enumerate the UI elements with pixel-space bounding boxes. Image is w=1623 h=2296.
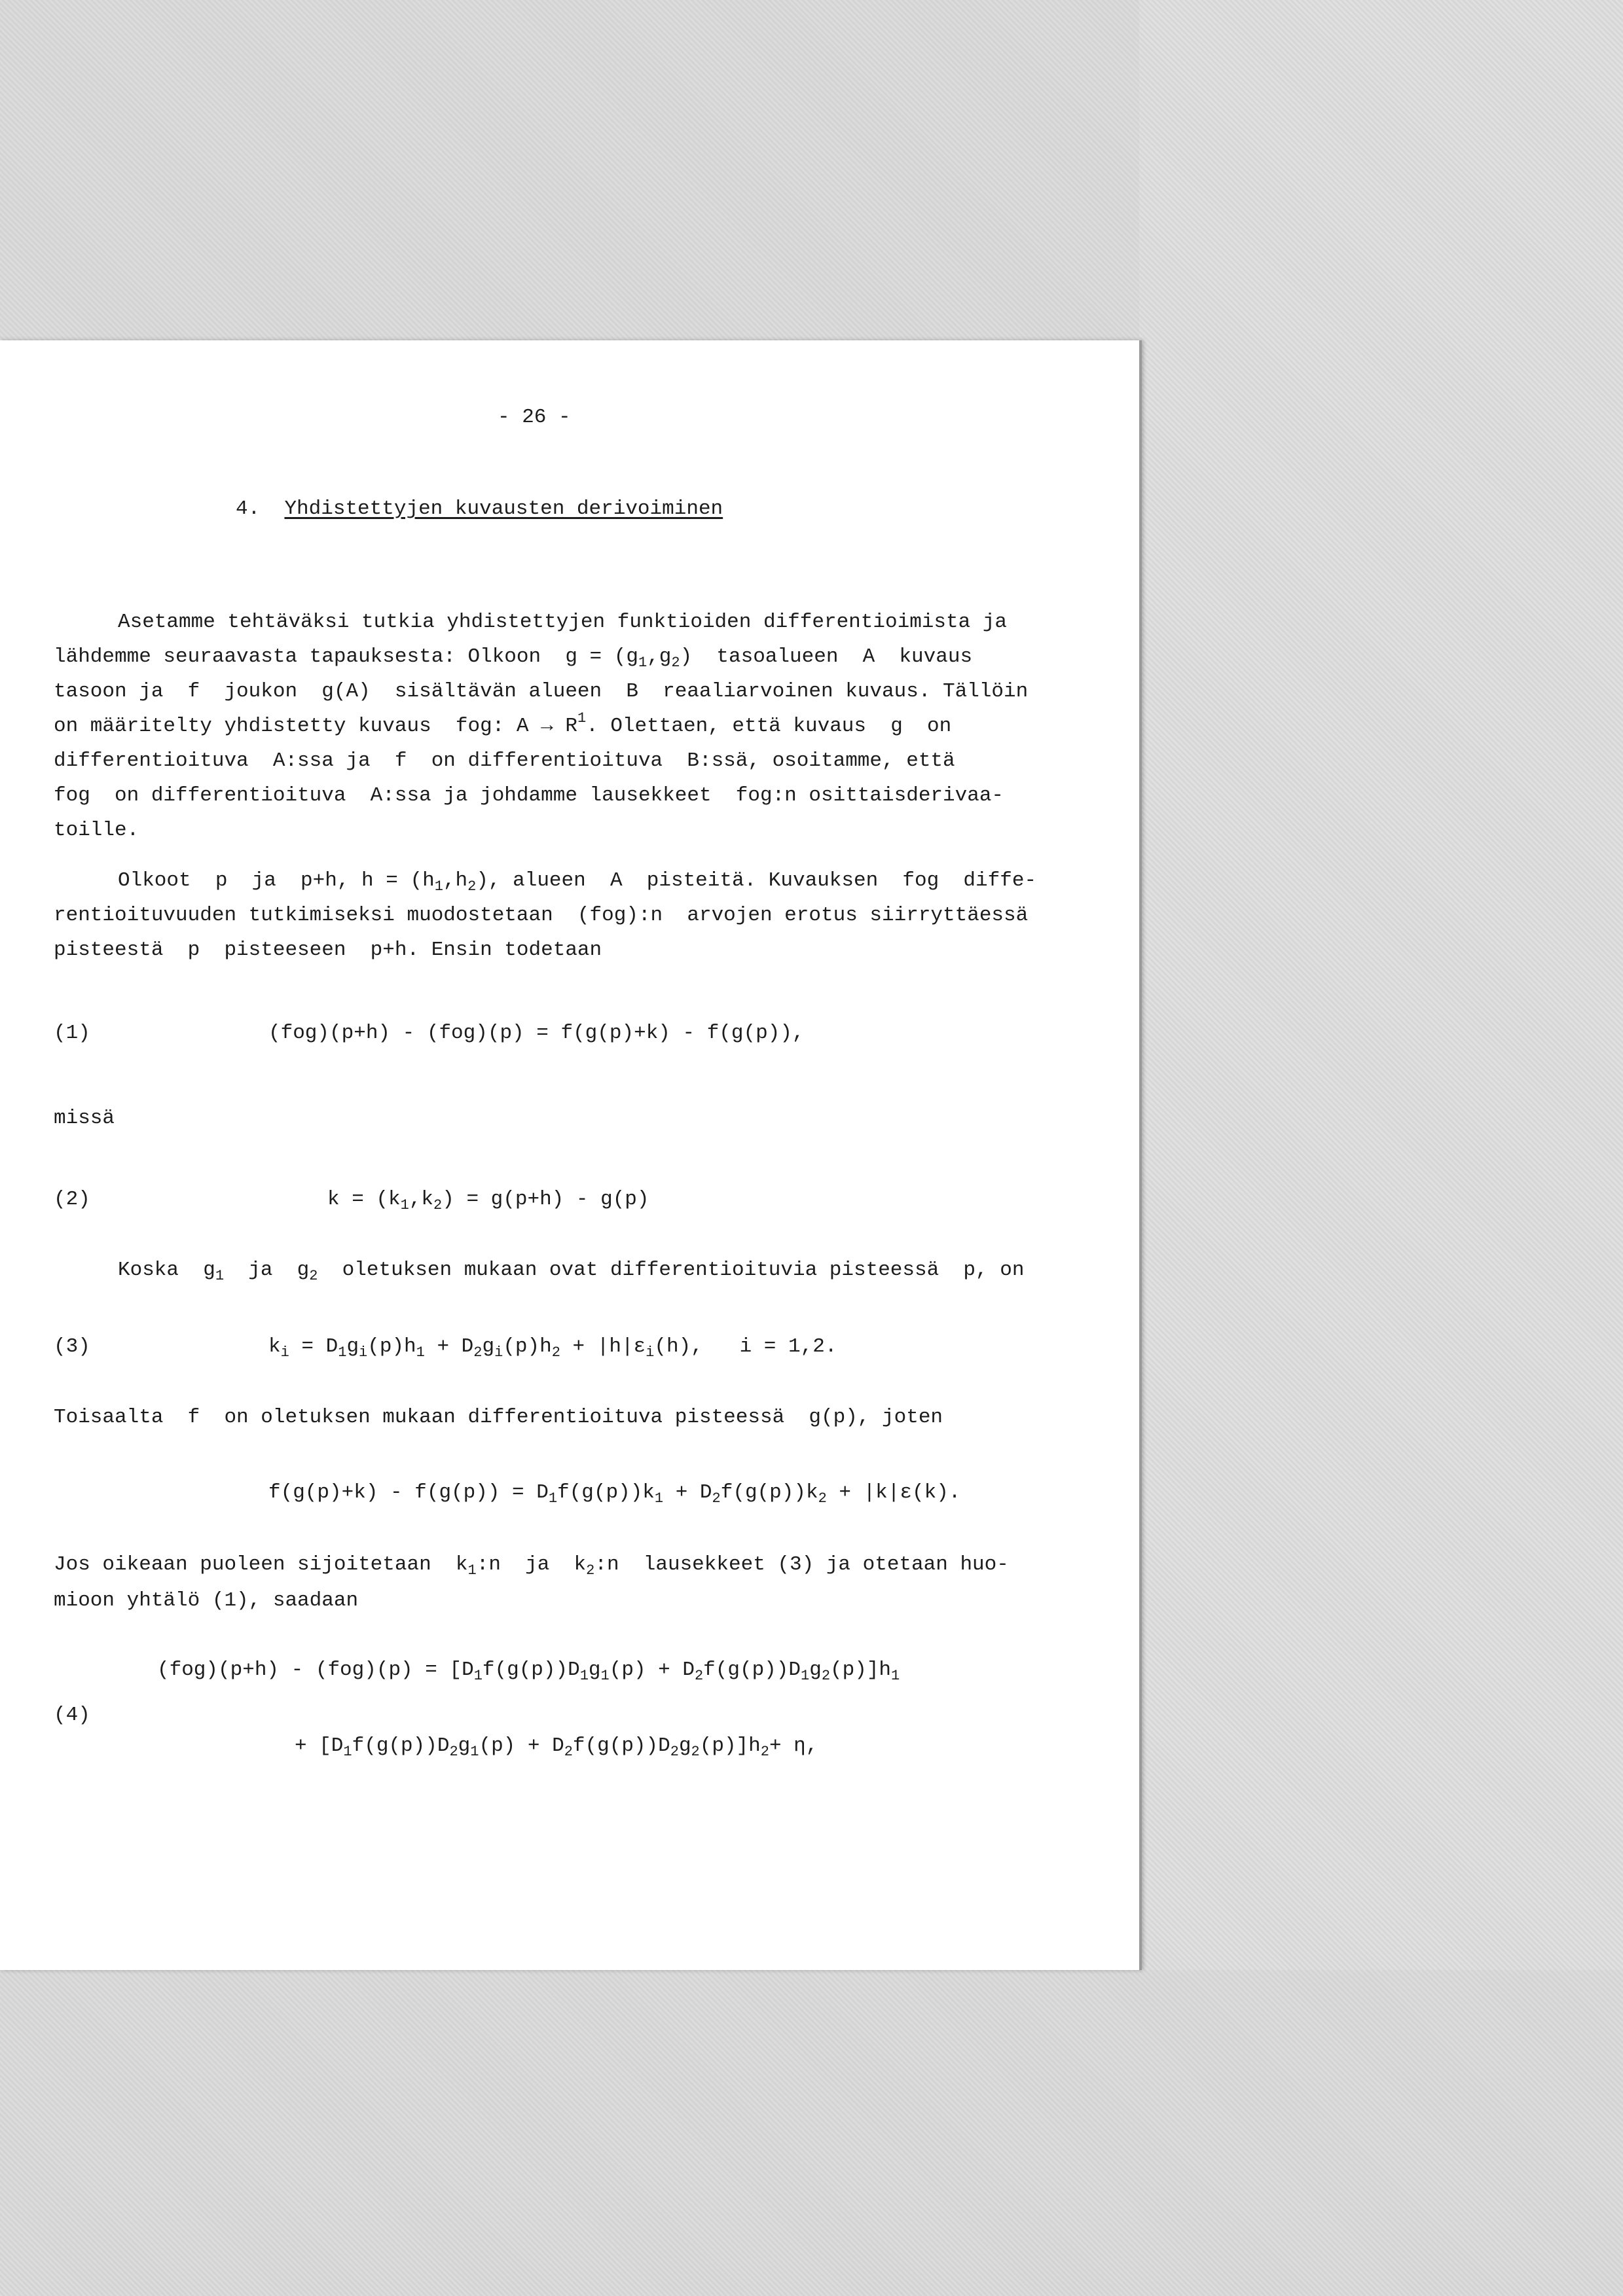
- paragraph-1-line-5: differentioituva A:ssa ja f on differentioituva B:ssä, osoitamme, että: [54, 749, 955, 772]
- section-title: Yhdistettyjen kuvausten derivoiminen: [284, 497, 723, 520]
- equation-4-row-2: + $[D_1f(g(p))D_2g_1(p) + D_2f(g(p))D_2g_2(p)]h_2+ \eta$,: [295, 1734, 818, 1760]
- missa-text: missä: [54, 1107, 115, 1130]
- equation-1: (fog)(p+h) - (fog)(p) = f(g(p)+k) - f(g(p)),: [268, 1022, 805, 1045]
- page-number: - 26 -: [498, 406, 571, 429]
- document-page: [0, 340, 1142, 1970]
- koska-line: Koska $g_1$ ja $g_2$ oletuksen mukaan ovat differentioituvia pisteessä p, on: [118, 1259, 1025, 1284]
- paragraph-2-line-2: rentioituvuuden tutkimiseksi muodostetaan (fog):n arvojen erotus siirryttäessä: [54, 904, 1029, 927]
- paragraph-1-line-1: Asetamme tehtäväksi tutkia yhdistettyjen funktioiden differentioimista ja: [118, 611, 1008, 634]
- equation-2: $k = (k_1,k_2) = g(p+h) - g(p)$: [327, 1188, 649, 1213]
- equation-2-label: (2): [54, 1188, 90, 1211]
- jos-line-1: Jos oikeaan puoleen sijoitetaan $k_1:n$ ja $k_2:n$ lausekkeet (3) ja otetaan huo-: [54, 1553, 1009, 1579]
- equation-4-label: (4): [54, 1704, 90, 1727]
- scan-background-right: [1139, 0, 1623, 2296]
- equation-4-row-1: $(fog)(p+h) - (fog)(p) = [D_1f(g(p))D_1g_1(p) + D_2f(g(p))D_1g_2(p)]h_1$: [157, 1659, 900, 1684]
- section-number: 4.: [236, 497, 261, 520]
- equation-f: $f(g(p)+k) - f(g(p)) = D_1f(g(p))k_1 + D_2f(g(p))k_2 + |k|\varepsilon(k)$.: [268, 1481, 961, 1507]
- paragraph-1-line-2: lähdemme seuraavasta tapauksesta: Olkoon $g = (g_1,g_2)$ tasoalueen A kuvaus: [54, 645, 973, 671]
- paragraph-1-line-4: on määritelty yhdistetty kuvaus fog: $A \to R^1$. Olettaen, että kuvaus g on: [54, 710, 952, 738]
- equation-3-label: (3): [54, 1335, 90, 1358]
- equation-1-label: (1): [54, 1022, 90, 1045]
- jos-line-2: mioon yhtälö (1), saadaan: [54, 1589, 359, 1612]
- equation-3: $k_i = D_1g_i(p)h_1 + D_2g_i(p)h_2 + |h|\varepsilon_i(h)$, i = 1,2.: [268, 1335, 837, 1361]
- paragraph-2-line-1: Olkoot p ja p+h, $h = (h_1,h_2)$, alueen A pisteitä. Kuvauksen fog diffe-: [118, 869, 1037, 895]
- paragraph-2-line-3: pisteestä p pisteeseen p+h. Ensin todetaan: [54, 939, 602, 961]
- scan-background-bottom: [0, 1970, 1623, 2296]
- paragraph-1-line-7: toille.: [54, 819, 139, 842]
- toisaalta-line: Toisaalta f on oletuksen mukaan differentioituva pisteessä g(p), joten: [54, 1406, 943, 1429]
- paragraph-1-line-6: fog on differentioituva A:ssa ja johdamme lausekkeet fog:n osittaisderivaa-: [54, 784, 1004, 807]
- paragraph-1-line-3: tasoon ja f joukon g(A) sisältävän alueen B reaaliarvoinen kuvaus. Tällöin: [54, 680, 1029, 703]
- section-heading: [236, 499, 723, 519]
